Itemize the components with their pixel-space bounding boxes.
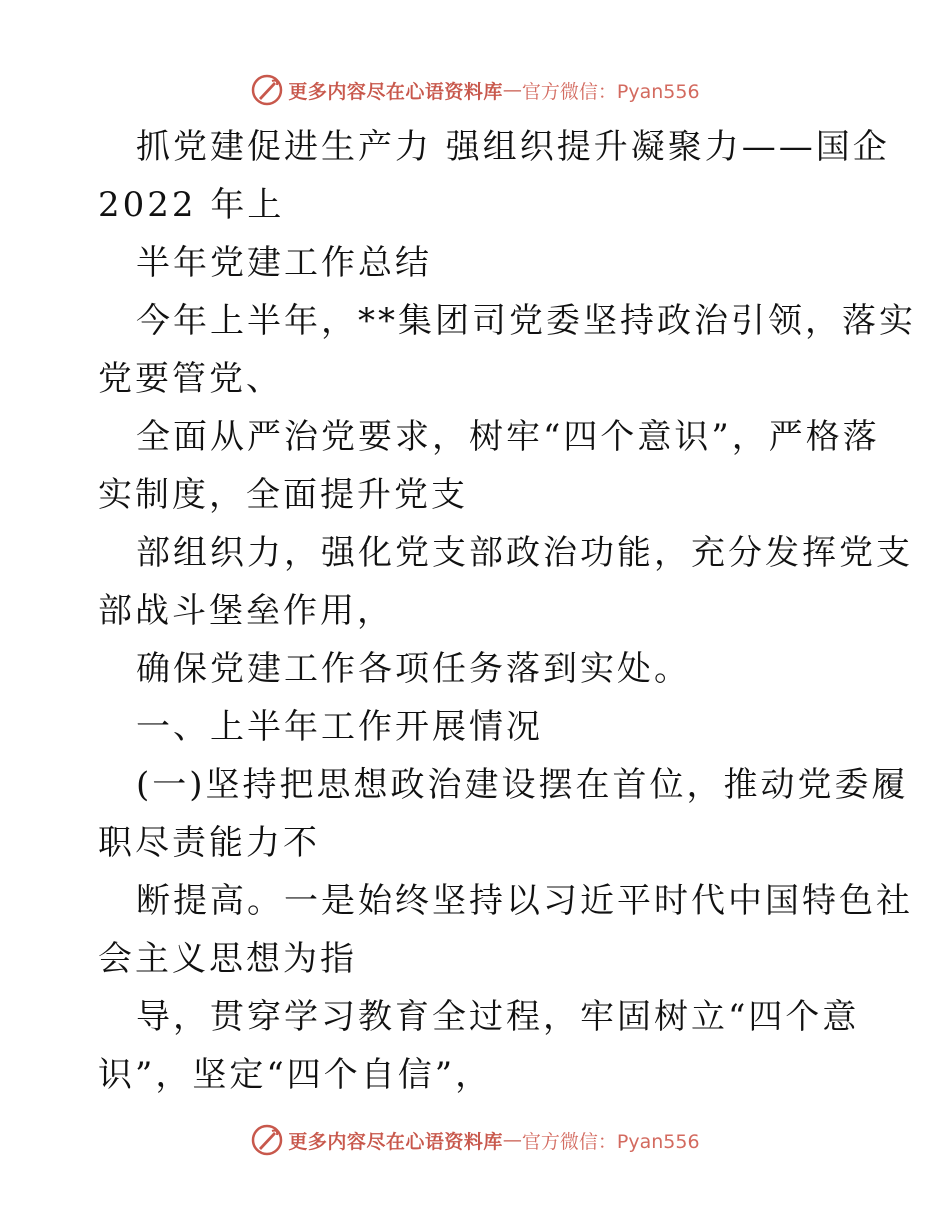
text-line: 抓党建促进生产力 强组织提升凝聚力——国企 — [136, 127, 890, 167]
watermark-main-text: 更多内容尽在心语资料库 — [288, 1130, 503, 1153]
watermark-main-text: 更多内容尽在心语资料库 — [288, 80, 503, 103]
text-line: 2022 年上 — [98, 185, 285, 225]
watermark-wechat-text: 官方微信：Pyan556 — [521, 1130, 700, 1153]
text-line: 识”，坚定“四个自信”， — [98, 1055, 493, 1095]
text-line: (一)坚持把思想政治建设摆在首位，推动党委履 — [136, 765, 909, 805]
document-body — [98, 118, 916, 1104]
text-line: 部战斗堡垒作用， — [98, 591, 394, 631]
text-line: 全面从严治党要求，树牢“四个意识”，严格落 — [136, 417, 880, 457]
watermark-wechat-text: 官方微信：Pyan556 — [521, 80, 700, 103]
text-line: 今年上半年，**集团司党委坚持政治引领，落实 — [136, 301, 916, 341]
text-line: 会主义思想为指 — [98, 939, 357, 979]
text-line: 一、上半年工作开展情况 — [136, 707, 543, 747]
watermark-separator: — — [502, 79, 522, 101]
text-line: 党要管党、 — [98, 359, 283, 399]
text-line: 职尽责能力不 — [98, 823, 320, 863]
watermark-separator: — — [502, 1129, 522, 1151]
feather-pen-logo-icon — [250, 73, 284, 107]
watermark-header — [0, 70, 950, 110]
text-line: 断提高。一是始终坚持以习近平时代中国特色社 — [136, 881, 913, 921]
watermark-footer — [0, 1120, 950, 1160]
text-line: 部组织力，强化党支部政治功能，充分发挥党支 — [136, 533, 913, 573]
text-line: 确保党建工作各项任务落到实处。 — [136, 649, 691, 689]
text-line: 半年党建工作总结 — [136, 243, 432, 283]
feather-pen-logo-icon — [250, 1123, 284, 1157]
text-line: 实制度，全面提升党支 — [98, 475, 468, 515]
text-line: 导，贯穿学习教育全过程，牢固树立“四个意 — [136, 997, 860, 1037]
